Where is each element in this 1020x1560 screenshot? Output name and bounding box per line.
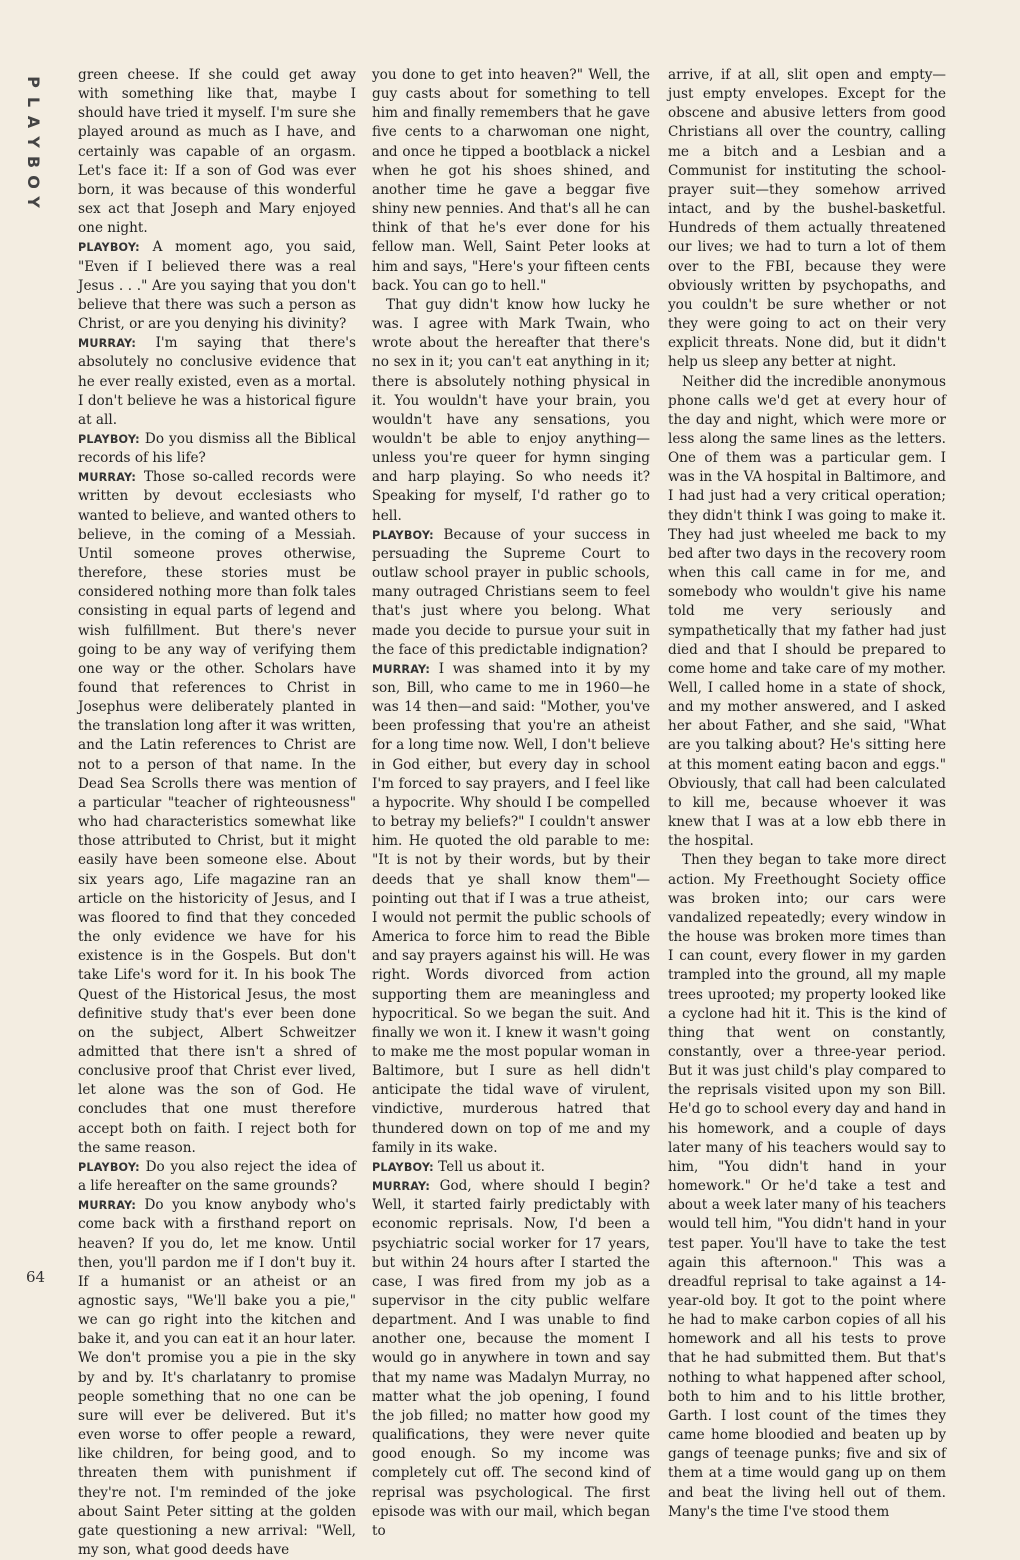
paragraph-text: arrive, if at all, slit open and empty—just empty envelopes. Except for the obscene and abusive letters from good Christians all over the country, calling me a bitch and a Lesbian and a Communist for instituting the school-prayer suit—they somehow arrived intact, and by the bushel-basketful. Hundreds of them actually threatened our lives; we had to turn a lot of them over to the FBI, because they were obviously written by psychopaths, and you couldn't be sure whether or not they were going to act on their very explicit threats. None did, but it didn't help us sleep any better at night. — [668, 67, 946, 371]
speaker-label: PLAYBOY: — [78, 1160, 140, 1174]
masthead-letter: A — [23, 115, 43, 129]
paragraph — [78, 334, 356, 430]
paragraph-text: That guy didn't know how lucky he was. I agree with Mark Twain, who wrote about the hereafter that there's no sex in it; you can't eat anything in it; there is absolutely nothing physical in it. You wouldn't have your brain, you wouldn't have any sensations, you wouldn't be able to enjoy anything—unless you're queer for hymn singing and harp playing. So who needs it? Speaking for myself, I'd rather go to hell. — [372, 296, 650, 524]
column-3 — [668, 66, 946, 1520]
speaker-label: PLAYBOY: — [78, 432, 140, 446]
paragraph — [78, 66, 356, 238]
paragraph-text: Neither did the incredible anonymous phone calls we'd get at every hour of the day and night, which were more or less along the same lines as the letters. One of them was a particular gem. I was in the VA hospital in Baltimore, and I had just had a very critical operation; they didn't think I was going to make it. They had just wheeled me back to my bed after two days in the recovery room when this call came in for me, and somebody who wouldn't give his name told me very seriously and sympathetically that my father had just died and that I should be prepared to come home and take care of my mother. Well, I called home in a state of shock, and my mother answered, and I asked her about Father, and she said, "What are you talking about? He's sitting here at this moment eating bacon and eggs." Obviously, that call had been calculated to kill me, because whoever it was knew that I was at a low ebb there in the hospital. — [668, 373, 946, 850]
paragraph-text: God, where should I begin? Well, it started fairly predictably with economic reprisals. Now, I'd been a psychiatric social worker for 17 years, but within 24 hours after I started the case, I was fired from my job as a supervisor in the city public welfare department. And I was unable to find another one, because the moment I would go in anywhere in town and say that my name was Madalyn Murray, no matter what the job opening, I found the job filled; no matter how good my qualifications, they were never quite good enough. So my income was completely cut off. The second kind of reprisal was psychological. The first episode was with our mail, which began to — [372, 1178, 650, 1539]
masthead-letter: Y — [24, 136, 43, 148]
masthead-letter: O — [23, 175, 43, 189]
paragraph-text: Do you also reject the idea of a life hereafter on the same grounds? — [78, 1158, 356, 1195]
paragraph — [372, 1158, 650, 1177]
masthead-letter: B — [23, 155, 43, 169]
speaker-label: PLAYBOY: — [78, 241, 140, 255]
speaker-label: PLAYBOY: — [372, 1160, 434, 1174]
paragraph-text: Tell us about it. — [433, 1158, 545, 1175]
paragraph — [78, 468, 356, 1158]
speaker-label: MURRAY: — [78, 1199, 137, 1213]
masthead-letter: P — [23, 76, 43, 88]
speaker-label: MURRAY: — [372, 662, 431, 676]
paragraph — [372, 526, 650, 660]
paragraph-text: Then they began to take more direct action. My Freethought Society office was broken into; our cars were vandalized repeatedly; every window in the house was broken more times than I can count, every flower in my garden trampled into the ground, all my maple trees uprooted; my property looked like a cyclone had hit it. This is the kind of thing that went on constantly, constantly, over a three-year period. But it was just child's play compared to the reprisals visited upon my son Bill. He'd go to school every day and hand in his homework, and a couple of days later many of his teachers would say to him, "You didn't hand in your homework." Or he'd take a test and about a week later many of his teachers would tell him, "You didn't hand in your test paper. You'll have to take the test again this afternoon." This was a dreadful reprisal to take against a 14-year-old boy. It got to the point where he had to make carbon copies of all his homework and all his tests to prove that he had submitted them. But that's nothing to what happened after school, both to him and to his little brother, Garth. I lost count of the times they came home bloodied and beaten up by gangs of teenage punks; five and six of them at a time would gang up on them and beat the living hell out of them. Many's the time I've stood them — [668, 852, 946, 1520]
paragraph-text: A moment ago, you said, "Even if I believed there was a real Jesus . . ." Are you saying that you don't believe that there was such a person as Christ, or are you denying his divinity? — [78, 239, 356, 333]
paragraph — [372, 296, 650, 526]
paragraph — [372, 66, 650, 296]
paragraph — [668, 373, 946, 852]
paragraph-text: you done to get into heaven?" Well, the guy casts about for something to tell him and finally remembers that he gave five cents to a charwoman one night, and once he tipped a bootblack a nickel when he got his shoes shined, and another time he gave a beggar five shiny new pennies. And that's all he can think of that he's ever done for his fellow man. Well, Saint Peter looks at him and says, "Here's your fifteen cents back. You can go to hell." — [372, 67, 650, 294]
paragraph-text: I was shamed into it by my son, Bill, who came to me in 1960—he was 14 then—and said: "Mother, you've been professing that you're an atheist for a long time now. Well, I don't believe in God either, but every day in school I'm forced to say prayers, and I feel like a hypocrite. Why should I be compelled to betray my beliefs?" I couldn't answer him. He quoted the old parable to me: "It is not by their words, but by their deeds that ye shall know them"—pointing out that if I was a true atheist, I would not permit the public schools of America to force him to read the Bible and say prayers against his will. He was right. Words divorced from action supporting them are meaningless and hypocritical. So we began the suit. And finally we won it. I knew it wasn't going to make me the most popular woman in Baltimore, but I sure as hell didn't anticipate the tidal wave of virulent, vindictive, murderous hatred that thundered down on top of me and my family in its wake. — [372, 660, 650, 1156]
paragraph — [78, 1196, 356, 1560]
paragraph-text: Do you dismiss all the Biblical records of his life? — [78, 430, 356, 467]
paragraph — [78, 238, 356, 334]
masthead-letter: L — [23, 96, 43, 108]
page-number: 64 — [26, 1268, 46, 1286]
speaker-label: MURRAY: — [372, 1180, 431, 1194]
speaker-label: MURRAY: — [78, 471, 137, 485]
paragraph-text: green cheese. If she could get away with something like that, maybe I should have tried it myself. I'm sure she played around as much as I have, and certainly was capable of an orgasm. Let's face it: If a son of God was ever born, it was because of this wonderful sex act that Joseph and Mary enjoyed one night. — [78, 67, 356, 237]
paragraph — [668, 851, 946, 1521]
paragraph-text: Do you know anybody who's come back with a firsthand report on heaven? If you do, let me know. Until then, you'll pardon me if I don't buy it. If a humanist or an atheist or an agnostic says, "We'll bake you a pie," we can go right into the kitchen and bake it, and you can eat it an hour later. We don't promise you a pie in the sky by and by. It's charlatanry to promise people something that no one can be sure will ever be delivered. But it's even worse to offer people a reward, like children, for being good, and to threaten them with punishment if they're not. I'm reminded of the joke about Saint Peter sitting at the golden gate questioning a new arrival: "Well, my son, what good deeds have — [78, 1197, 356, 1559]
paragraph — [78, 430, 356, 468]
column-1 — [78, 66, 356, 1559]
paragraph-text: Those so-called records were written by devout ecclesiasts who wanted to believe, and wanted others to believe, in the coming of a Messiah. Until someone proves otherwise, therefore, these stories must be considered nothing more than folk tales consisting in equal parts of legend and wish fulfillment. But there's never going to be any way of verifying them one way or the other. Scholars have found that references to Christ in Josephus were deliberately planted in the translation long after it was written, and the Latin references to Christ are not to a person of that name. In the Dead Sea Scrolls there was mention of a particular "teacher of righteousness" who had characteristics somewhat like those attributed to Christ, but it might easily have been someone else. About six years ago, Life magazine ran an article on the historicity of Jesus, and I was floored to find that they conceded the only evidence we have for his existence is in the Gospels. But don't take Life's word for it. In his book The Quest of the Historical Jesus, the most definitive study that's ever been done on the subject, Albert Schweitzer admitted that there isn't a shred of conclusive proof that Christ ever lived, let alone was the son of God. He concludes that one must therefore accept both on faith. I reject both for the same reason. — [78, 469, 356, 1156]
masthead-letter: Y — [24, 196, 43, 208]
paragraph — [78, 1158, 356, 1196]
paragraph — [372, 1177, 650, 1541]
speaker-label: PLAYBOY: — [372, 528, 434, 542]
paragraph-text: Because of your success in persuading the Supreme Court to outlaw school prayer in public schools, many outraged Christians seem to feel that's just where you belong. What made you decide to pursue your suit in the face of this predictable indignation? — [372, 526, 650, 658]
speaker-label: MURRAY: — [78, 337, 137, 351]
masthead — [22, 72, 44, 212]
paragraph — [372, 660, 650, 1158]
paragraph — [668, 66, 946, 373]
paragraph-text: I'm saying that there's absolutely no conclusive evidence that he ever really existed, even as a mortal. I don't believe he was a historical figure at all. — [78, 335, 356, 428]
column-2 — [372, 66, 650, 1539]
